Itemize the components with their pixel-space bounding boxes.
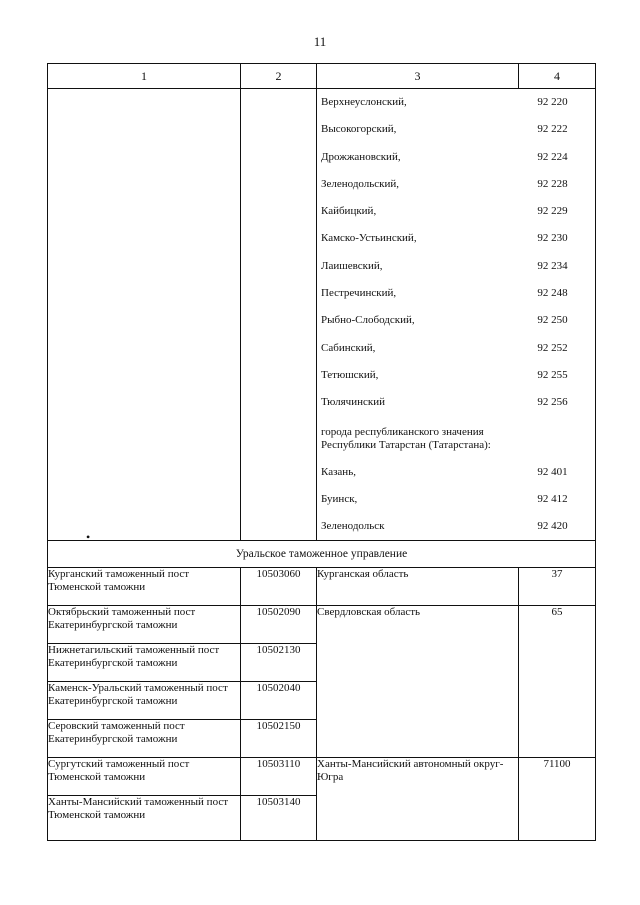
district-name: Кайбицкий, xyxy=(321,205,377,218)
district-code: 92 230 xyxy=(537,232,568,245)
district-name: Зеленодольск xyxy=(321,520,385,533)
list-item xyxy=(317,513,595,540)
stray-mark: • xyxy=(86,530,91,544)
header-col-2: 2 xyxy=(241,64,317,89)
list-item xyxy=(317,198,595,225)
post-code: 10503060 xyxy=(241,568,317,606)
header-row xyxy=(48,64,596,89)
district-code: 92 412 xyxy=(537,492,568,505)
table-row xyxy=(48,606,596,644)
header-col-1: 1 xyxy=(48,64,241,89)
page-number: 11 xyxy=(313,34,327,49)
list-item xyxy=(317,307,595,334)
list-item xyxy=(317,362,595,389)
district-name: Дрожжановский, xyxy=(321,150,401,163)
post-code: 10502130 xyxy=(241,644,317,682)
region-code: 71100 xyxy=(519,758,596,841)
list-item xyxy=(317,225,595,252)
district-code: 92 255 xyxy=(537,368,568,381)
district-code: 92 229 xyxy=(537,205,568,218)
post-name: Каменск-Уральский таможенный пост Екатеринбургской таможни xyxy=(48,682,241,720)
district-code: 92 401 xyxy=(537,465,568,478)
post-name: Ханты-Мансийский таможенный пост Тюменской таможни xyxy=(48,796,241,841)
list-item xyxy=(317,253,595,280)
list-item xyxy=(317,417,595,459)
post-code: 10503110 xyxy=(241,758,317,796)
post-name: Нижнетагильский таможенный пост Екатеринбургской таможни xyxy=(48,644,241,682)
post-code: 10503140 xyxy=(241,796,317,841)
list-item xyxy=(317,486,595,513)
section-row xyxy=(48,541,596,568)
district-code: 92 248 xyxy=(537,287,568,300)
district-code: 92 228 xyxy=(537,177,568,190)
empty-code-cell xyxy=(241,89,317,541)
post-code: 10502090 xyxy=(241,606,317,644)
list-item xyxy=(317,389,595,416)
region-name: Свердловская область xyxy=(317,606,519,758)
district-name: города республиканского значения Республики Татарстан (Татарстана): xyxy=(321,425,491,451)
header-col-4: 4 xyxy=(519,64,596,89)
tatarstan-district-list xyxy=(317,89,596,541)
header-col-3: 3 xyxy=(317,64,519,89)
empty-post-cell xyxy=(48,89,241,541)
list-item xyxy=(317,459,595,486)
district-name: Буинск, xyxy=(321,492,358,505)
district-code xyxy=(541,426,595,459)
list-item xyxy=(317,89,595,116)
district-name: Сабинский, xyxy=(321,341,376,354)
list-item xyxy=(317,144,595,171)
district-code: 92 250 xyxy=(537,314,568,327)
post-name: Сургутский таможенный пост Тюменской таможни xyxy=(48,758,241,796)
district-code: 92 220 xyxy=(537,96,568,108)
post-code: 10502040 xyxy=(241,682,317,720)
district-code: 92 222 xyxy=(537,123,568,136)
post-name: Серовский таможенный пост Екатеринбургской таможни xyxy=(48,720,241,758)
post-code: 10502150 xyxy=(241,720,317,758)
list-item xyxy=(317,280,595,307)
tatarstan-continuation-row xyxy=(48,89,596,541)
list-item xyxy=(317,116,595,143)
post-name: Курганский таможенный пост Тюменской таможни xyxy=(48,568,241,606)
district-name: Тетюшский, xyxy=(321,368,379,381)
district-code: 92 256 xyxy=(537,396,568,409)
district-name: Верхнеуслонский, xyxy=(321,96,407,108)
region-code: 37 xyxy=(519,568,596,606)
district-code: 92 420 xyxy=(537,520,568,533)
district-code: 92 224 xyxy=(537,150,568,163)
list-item xyxy=(317,171,595,198)
district-name: Казань, xyxy=(321,465,356,478)
district-name: Камско-Устьинский, xyxy=(321,232,417,245)
district-name: Лаишевский, xyxy=(321,259,383,272)
district-name: Пестречинский, xyxy=(321,287,397,300)
list-item xyxy=(317,335,595,362)
region-code: 65 xyxy=(519,606,596,758)
district-name: Зеленодольский, xyxy=(321,177,400,190)
table-row xyxy=(48,758,596,796)
post-name: Октябрьский таможенный пост Екатеринбургской таможни xyxy=(48,606,241,644)
district-name: Высокогорский, xyxy=(321,123,397,136)
district-code: 92 252 xyxy=(537,341,568,354)
region-name: Курганская область xyxy=(317,568,519,606)
district-name: Тюлячинский xyxy=(321,396,385,409)
section-title: Уральское таможенное управление xyxy=(48,541,596,568)
table-row xyxy=(48,568,596,606)
region-name: Ханты-Мансийский автономный округ- Югра xyxy=(317,758,519,841)
district-name: Рыбно-Слободский, xyxy=(321,314,415,327)
customs-table xyxy=(47,63,596,841)
district-code: 92 234 xyxy=(537,259,568,272)
